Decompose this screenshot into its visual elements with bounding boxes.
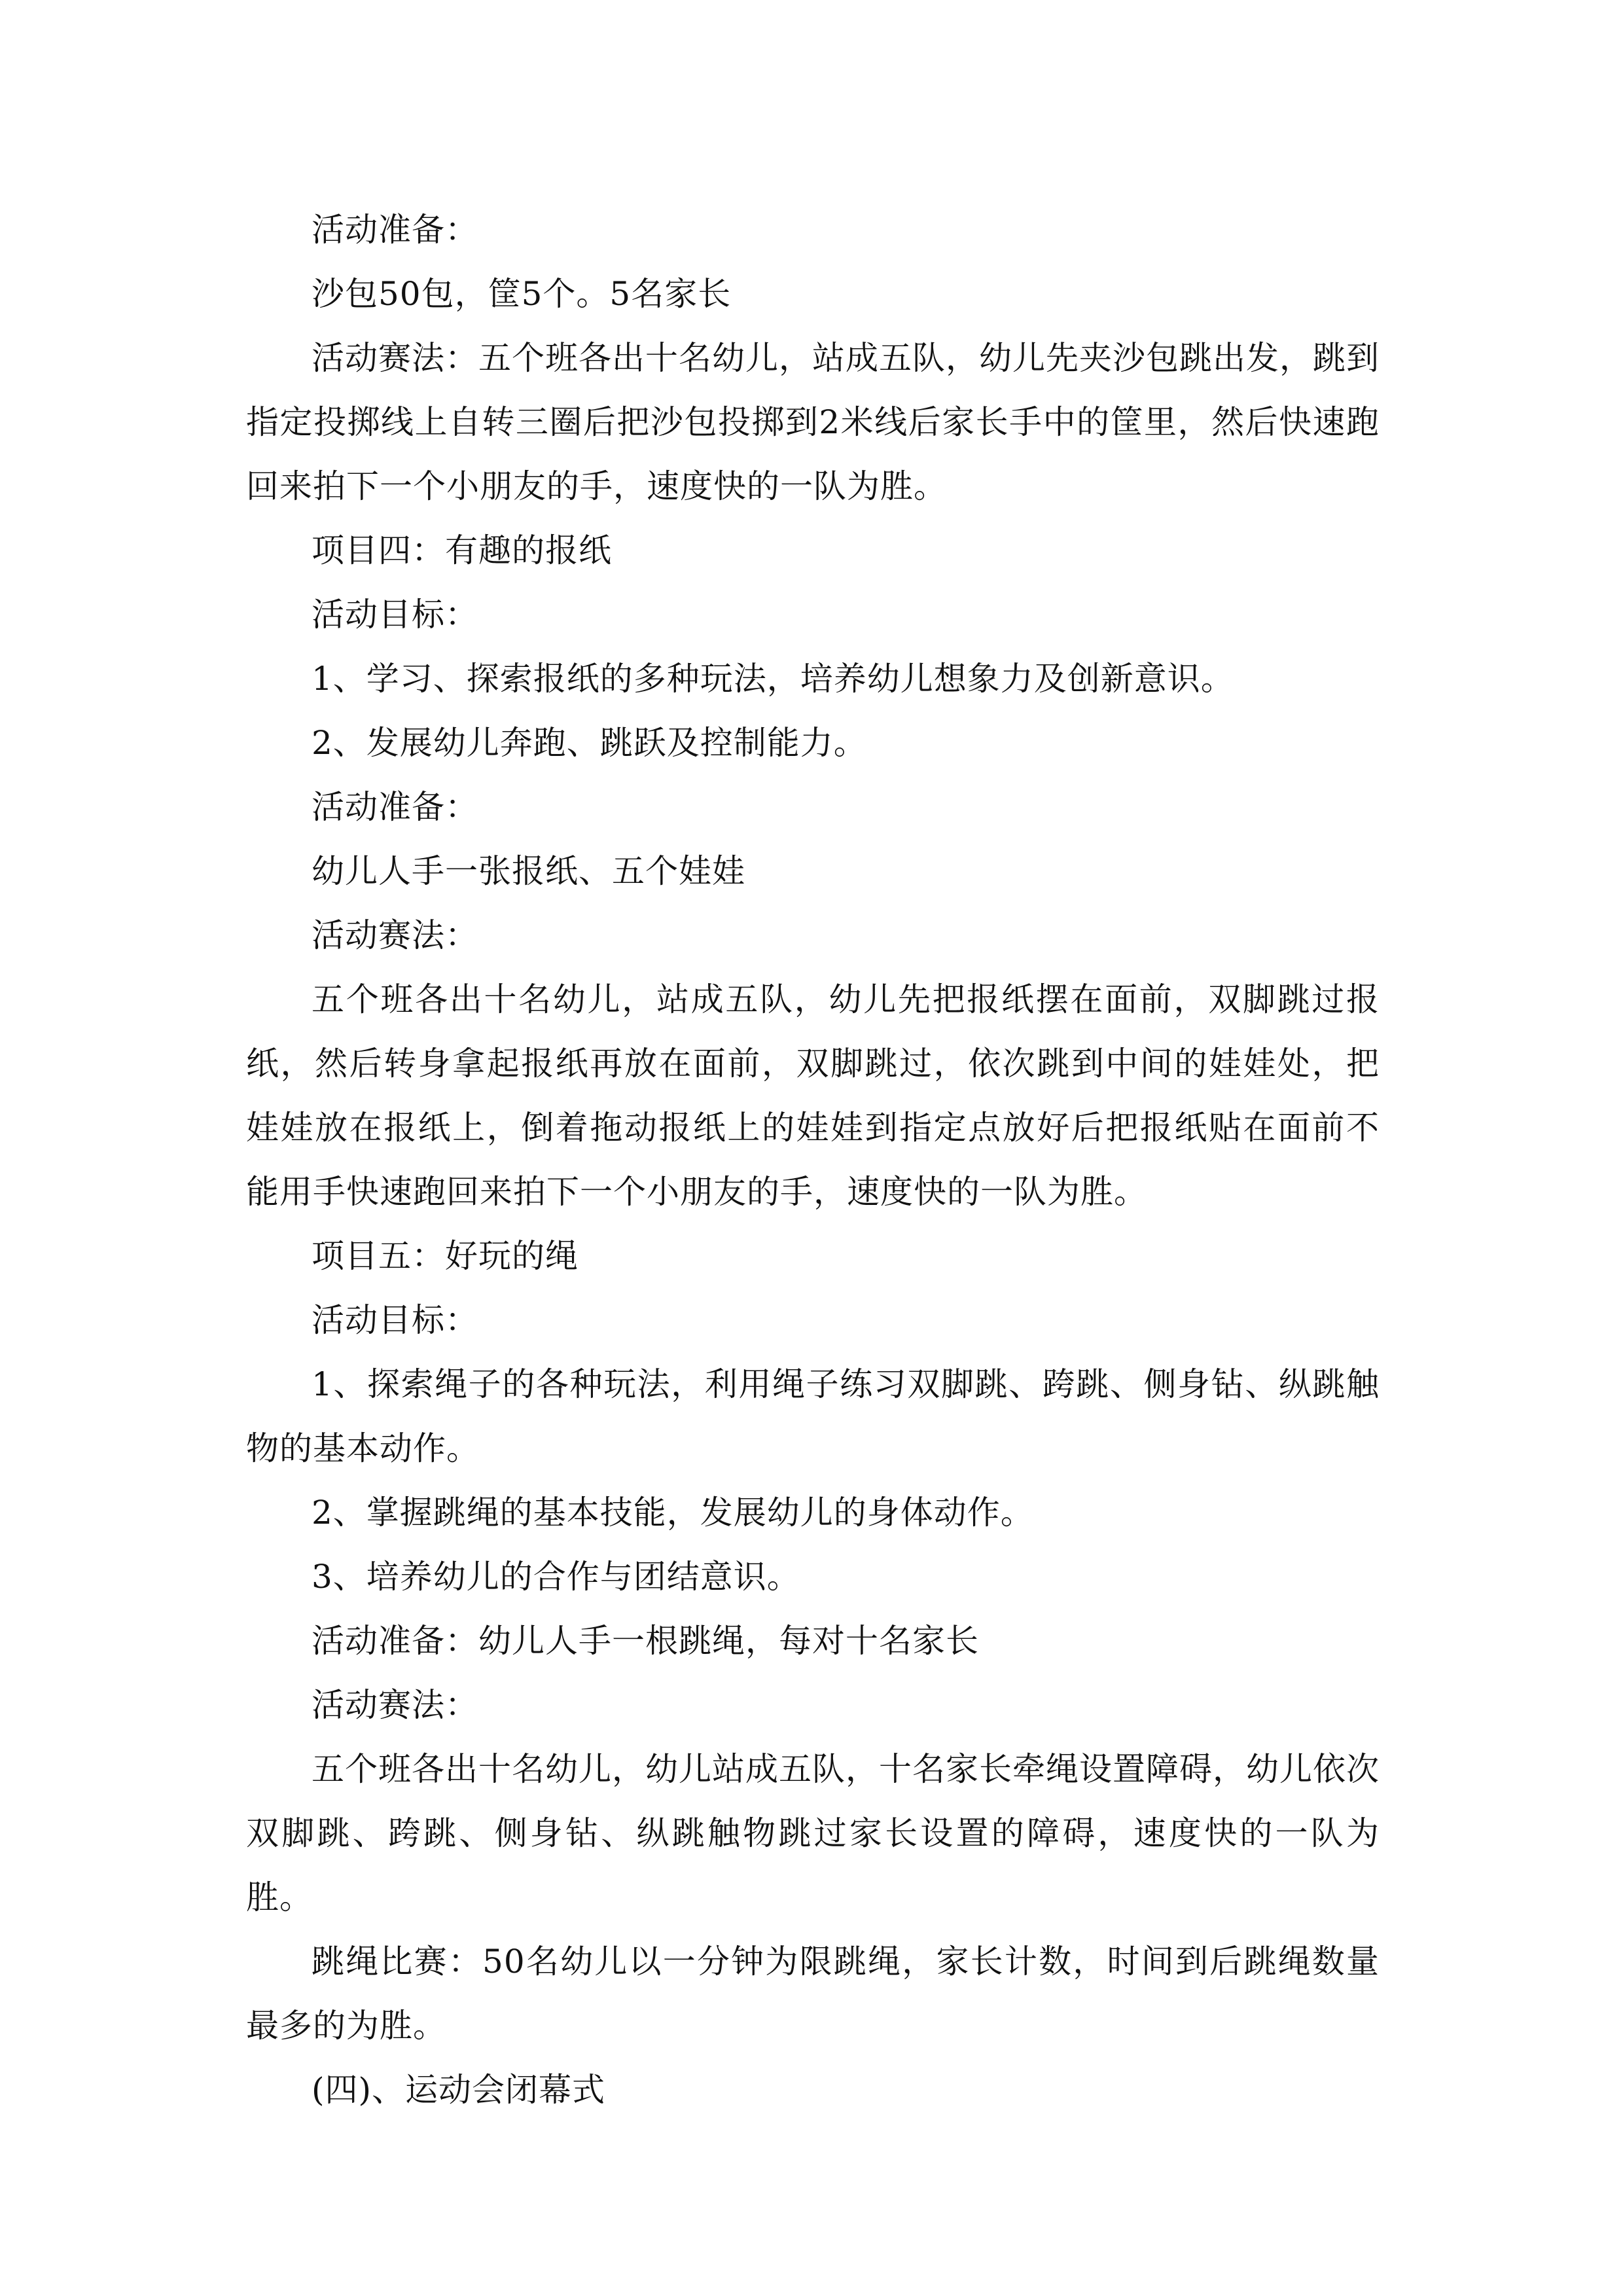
paragraph: 1、探索绳子的各种玩法，利用绳子练习双脚跳、跨跳、侧身钻、纵跳触物的基本动作。 [246,1365,1380,1467]
paragraph: 活动赛法： [312,916,478,954]
paragraph: 项目五：好玩的绳 [312,1237,579,1275]
paragraph: 沙包50包，筐5个。5名家长 [312,275,732,313]
paragraph: 项目四：有趣的报纸 [312,531,612,569]
paragraph: 3、培养幼儿的合作与团结意识。 [312,1558,800,1596]
paragraph: 1、学习、探索报纸的多种玩法，培养幼儿想象力及创新意识。 [312,660,1234,698]
paragraph: 活动准备： [312,788,478,826]
paragraph: 活动目标： [312,596,478,634]
paragraph: 五个班各出十名幼儿，幼儿站成五队，十名家长牵绳设置障碍，幼儿依次双脚跳、跨跳、侧身钻、纵跳触物跳过家长设置的障碍，速度快的一队为胜。 [246,1750,1380,1916]
paragraph: 2、掌握跳绳的基本技能，发展幼儿的身体动作。 [312,1494,1034,1532]
paragraph: 活动准备：幼儿人手一根跳绳，每对十名家长 [312,1622,979,1660]
paragraph: 活动准备： [312,211,478,249]
paragraph: 活动目标： [312,1301,478,1339]
paragraph: 活动赛法： [312,1686,478,1724]
paragraph: 幼儿人手一张报纸、五个娃娃 [312,852,745,890]
paragraph: 2、发展幼儿奔跑、跳跃及控制能力。 [312,724,867,762]
paragraph: 跳绳比赛：50名幼儿以一分钟为限跳绳，家长计数，时间到后跳绳数量最多的为胜。 [246,1943,1380,2045]
document-body [246,198,1380,2122]
paragraph: 活动赛法：五个班各出十名幼儿，站成五队，幼儿先夹沙包跳出发，跳到指定投掷线上自转三圈后把沙包投掷到2米线后家长手中的筐里，然后快速跑回来拍下一个小朋友的手，速度快的一队为胜。 [246,339,1380,505]
paragraph: 五个班各出十名幼儿，站成五队，幼儿先把报纸摆在面前，双脚跳过报纸，然后转身拿起报纸再放在面前，双脚跳过，依次跳到中间的娃娃处，把娃娃放在报纸上，倒着拖动报纸上的娃娃到指定点放好后把报纸贴在面前不能用手快速跑回来拍下一个小朋友的手，速度快的一队为胜。 [246,980,1380,1211]
paragraph: (四)、运动会闭幕式 [312,2071,606,2109]
